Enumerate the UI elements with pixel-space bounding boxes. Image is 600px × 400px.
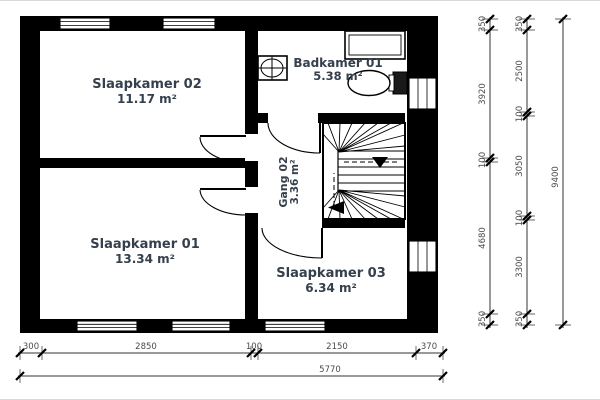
dim-bottom-4: 370: [420, 342, 438, 352]
dim-right-inner-3: 4680: [478, 227, 488, 249]
room-name: Slaapkamer 02: [92, 77, 202, 93]
room-name: Badkamer 01: [293, 55, 383, 70]
dim-right-middle-5: 3300: [515, 256, 525, 278]
stairs-icon: [323, 123, 405, 219]
door-swing-icon: [200, 123, 322, 258]
dim-right-middle-3: 3050: [515, 155, 525, 177]
dim-right-middle-4: 100: [515, 209, 525, 227]
room-label-slaapkamer-03: [276, 267, 385, 295]
dim-bottom-3: 2150: [326, 342, 348, 352]
shower-tray-icon: [345, 31, 405, 59]
dim-bottom-1: 2850: [135, 342, 157, 352]
room-area: 5.38 m²: [313, 69, 363, 84]
room-area: 3.36 m²: [289, 159, 302, 205]
room-area: 13.34 m²: [115, 251, 175, 266]
dim-right-middle-6: 350: [515, 310, 525, 328]
dim-right-middle-1: 2500: [515, 60, 525, 82]
dim-right-total: 9400: [551, 166, 561, 188]
room-label-slaapkamer-02: [92, 78, 201, 106]
dim-right-middle-0: 350: [515, 15, 525, 33]
dim-right-inner-1: 3920: [478, 83, 488, 105]
dim-right-inner-0: 350: [478, 15, 488, 33]
dim-bottom-0: 300: [22, 342, 40, 352]
room-label-slaapkamer-01: [90, 238, 199, 266]
washbasin-icon: [258, 56, 287, 80]
room-label-badkamer-01: [293, 57, 382, 83]
room-area: 11.17 m²: [117, 91, 177, 106]
dim-bottom-2: 100: [245, 342, 263, 352]
room-label-gang-02: [278, 156, 302, 207]
room-area: 6.34 m²: [305, 280, 357, 295]
room-name: Gang 02: [276, 156, 290, 208]
dim-right-inner-4: 350: [478, 310, 488, 328]
dim-bottom-total: 5770: [319, 365, 341, 375]
dim-right-middle-2: 100: [515, 105, 525, 123]
room-name: Slaapkamer 01: [90, 237, 200, 253]
dim-right-inner-2: 100: [478, 151, 488, 169]
room-name: Slaapkamer 03: [276, 266, 386, 282]
